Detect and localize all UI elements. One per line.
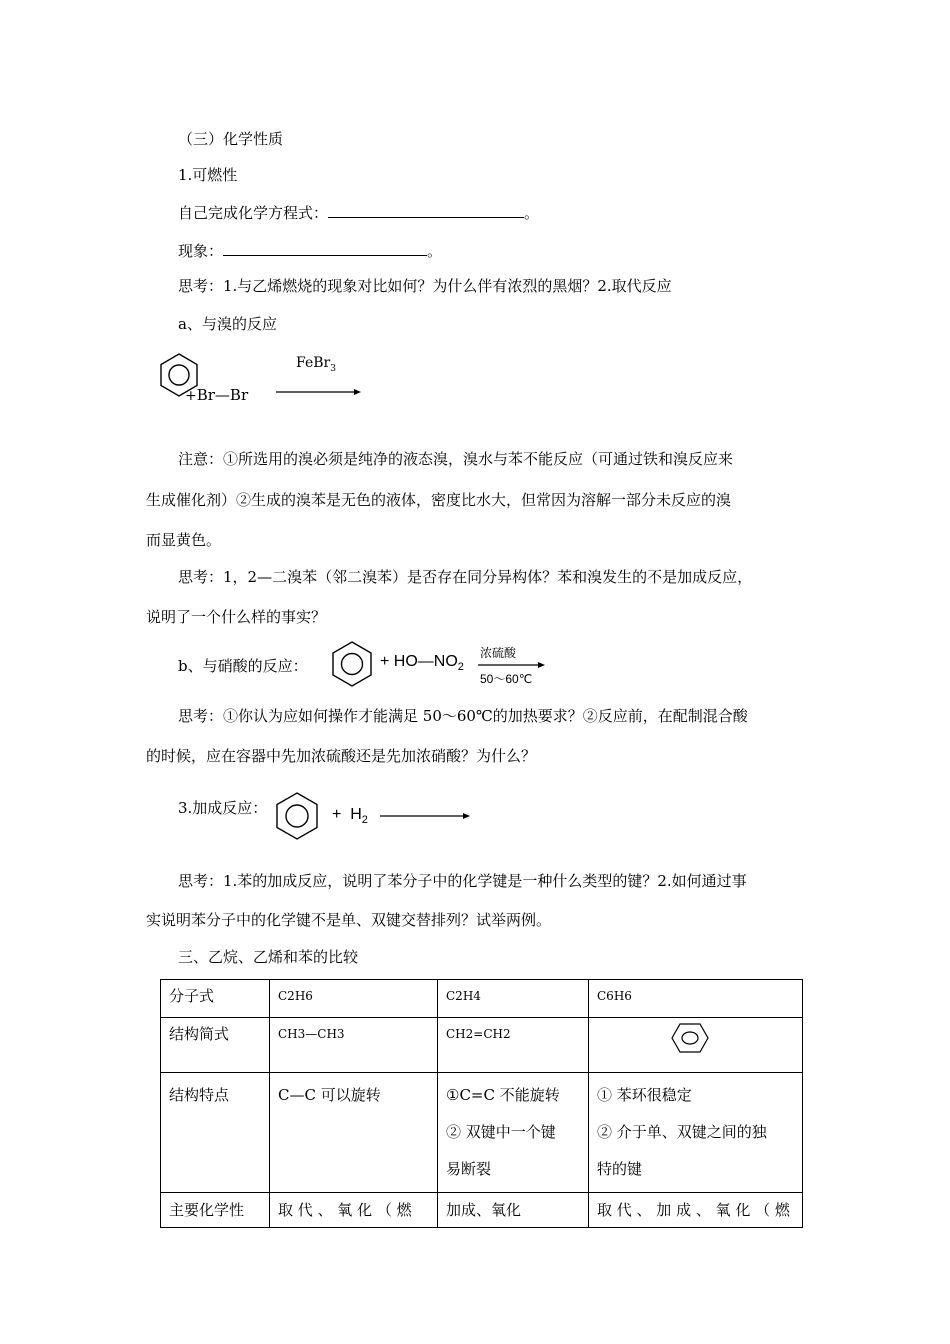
hydrogen-formula: H <box>350 806 362 823</box>
ethene-chemistry: 加成、氧化 <box>438 1193 589 1228</box>
ethane-structure: CH3—CH3 <box>270 1018 438 1073</box>
subsection-addition: 3.加成反应： <box>178 799 268 817</box>
condition-bottom: 50～60℃ <box>480 672 533 686</box>
row-label-feature: 结构特点 <box>161 1073 270 1193</box>
reaction-arrow-icon <box>478 660 546 670</box>
think-nitration-line-1: 思考：①你认为应如何操作才能满足 50～60℃的加热要求？②反应前，在配制混合酸 <box>178 707 748 725</box>
benzene-feature-1: ① 苯环很稳定 <box>597 1086 692 1104</box>
ethene-structure: CH2=CH2 <box>438 1018 589 1073</box>
reaction-arrow-icon <box>276 386 362 398</box>
phenomenon-answer-blank[interactable] <box>223 241 427 256</box>
ethene-feature-3: 易断裂 <box>446 1160 492 1178</box>
bromine-reagent <box>185 386 248 404</box>
subsection-combustion: 1.可燃性 <box>178 166 238 184</box>
row-label-formula: 分子式 <box>161 980 270 1018</box>
phenomenon-prompt: 现象： <box>178 242 224 260</box>
equation-prompt: 自己完成化学方程式： <box>178 204 329 222</box>
equation-end: 。 <box>524 204 540 222</box>
ethene-feature-2: ② 双键中一个键 <box>446 1123 556 1141</box>
benzene-chemistry: 取 代 、 加 成 、 氧 化 （ 燃 <box>589 1193 803 1228</box>
note-line-3: 而显黄色。 <box>146 531 222 549</box>
nitric-acid-formula: HO—NO <box>393 653 458 670</box>
ethane-feature: C—C 可以旋转 <box>270 1073 438 1193</box>
subsection-bromine: a、与溴的反应 <box>178 315 277 333</box>
equation-answer-blank[interactable] <box>328 203 524 218</box>
think-addition-line-2: 实说明苯分子中的化学键不是单、双键交替排列？试举两例。 <box>146 911 552 929</box>
ethane-chemistry: 取 代 、 氧 化 （ 燃 <box>270 1193 438 1228</box>
think-combustion: 思考：1.与乙烯燃烧的现象对比如何？为什么伴有浓烈的黑烟？2.取代反应 <box>178 277 672 295</box>
think-dibromo-line-1: 思考：1，2—二溴苯（邻二溴苯）是否存在同分异构体？苯和溴发生的不是加成反应， <box>178 568 753 586</box>
subsection-nitration: b、与硝酸的反应： <box>178 657 308 675</box>
phenomenon-end: 。 <box>427 242 443 260</box>
ethene-feature <box>438 1073 589 1193</box>
benzene-structure <box>589 1018 803 1073</box>
benzene-formula: C6H6 <box>589 980 803 1018</box>
ethane-formula: C2H6 <box>270 980 438 1018</box>
table-row <box>161 1073 803 1193</box>
table-row <box>161 1193 803 1228</box>
catalyst-formula: FeBr <box>296 355 331 371</box>
think-nitration-line-2: 的时候，应在容器中先加浓硫酸还是先加浓硝酸？为什么？ <box>146 747 537 765</box>
benzene-feature-3: 特的键 <box>597 1160 643 1178</box>
row-label-chemistry: 主要化学性 <box>161 1193 270 1228</box>
plus-sign: + <box>380 653 394 670</box>
plus-sign: + <box>332 806 351 823</box>
section-title: （三）化学性质 <box>178 130 284 148</box>
nitric-acid-reagent <box>380 653 464 673</box>
row-label-structure: 结构简式 <box>161 1018 270 1073</box>
plus-sign: + <box>185 388 197 404</box>
condition-top: 浓硫酸 <box>480 646 517 660</box>
comparison-table <box>160 979 803 1228</box>
think-dibromo-line-2: 说明了一个什么样的事实？ <box>146 608 327 626</box>
hydrogen-subscript: 2 <box>361 814 368 827</box>
bromine-formula: Br—Br <box>196 386 249 404</box>
benzene-ring-icon <box>670 1022 710 1054</box>
table-row <box>161 1018 803 1073</box>
reaction-arrow-icon <box>380 810 472 822</box>
phenomenon-line <box>178 240 442 261</box>
catalyst-subscript: 3 <box>330 363 336 374</box>
comparison-title: 三、乙烷、乙烯和苯的比较 <box>178 948 359 966</box>
think-addition-line-1: 思考：1.苯的加成反应，说明了苯分子中的化学键是一种什么类型的键？2.如何通过事 <box>178 872 747 890</box>
ethene-feature-1: ①C=C 不能旋转 <box>446 1086 560 1104</box>
note-line-1: 注意：①所选用的溴必须是纯净的液态溴，溴水与苯不能反应（可通过铁和溴反应来 <box>178 450 734 468</box>
benzene-ring-icon <box>328 640 376 688</box>
benzene-feature-2: ② 介于单、双键之间的独 <box>597 1123 767 1141</box>
benzene-feature <box>589 1073 803 1193</box>
table-row <box>161 980 803 1018</box>
equation-prompt-line <box>178 202 539 223</box>
catalyst-label <box>296 355 336 374</box>
nitric-acid-subscript: 2 <box>457 661 464 674</box>
benzene-ring-icon <box>272 791 322 841</box>
hydrogen-reagent <box>332 806 368 826</box>
ethene-formula: C2H4 <box>438 980 589 1018</box>
note-line-2: 生成催化剂）②生成的溴苯是无色的液体，密度比水大，但常因为溶解一部分未反应的溴 <box>146 491 732 509</box>
